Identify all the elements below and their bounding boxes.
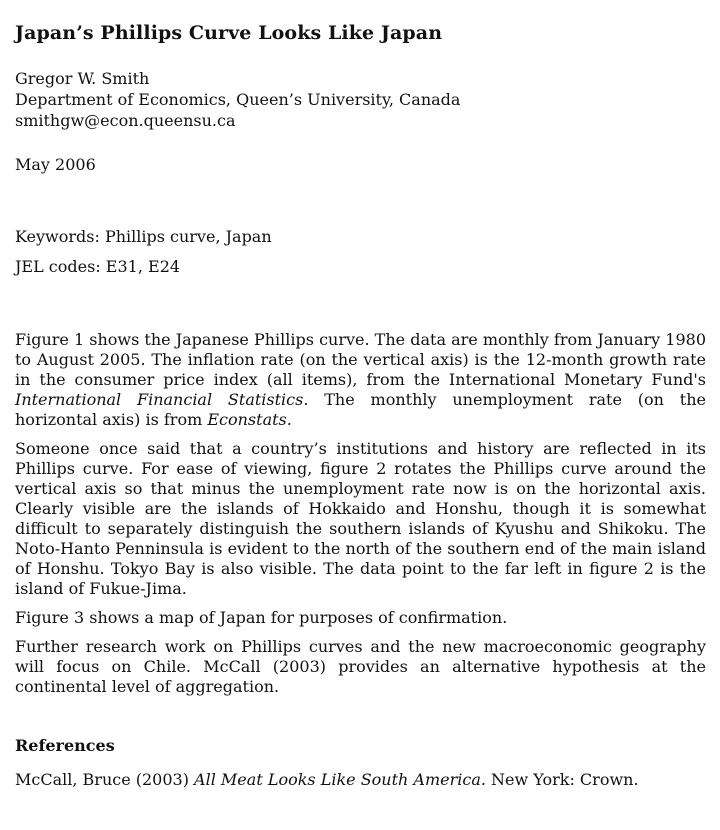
author-email: smithgw@econ.queensu.ca: [15, 111, 236, 130]
paper-date: May 2006: [15, 155, 96, 174]
keywords: Keywords: Phillips curve, Japan: [15, 227, 272, 246]
reference-item: [15, 770, 706, 789]
reference-italic-title: All Meat Looks Like South America.: [194, 770, 486, 789]
jel-codes: JEL codes: E31, E24: [15, 257, 181, 276]
author-block: [15, 68, 706, 131]
paragraph-1-italic-a: International Financial Statistics.: [15, 390, 309, 409]
paragraph-2: Someone once said that a country’s institutions and history are reflected in its Phillips curve. For ease of viewing, figure 2 rotates the Phillips curve around the vertical axis so that minus the unemployment rate now is on the horizontal axis. Clearly visible are the islands of Hokkaido and Honshu, though it is somewhat difficult to separately distinguish the southern islands of Kyushu and Shikoku. The Noto-Hanto Penninsula is evident to the north of the southern end of the main island of Honshu. Tokyo Bay is also visible. The data point to the far left in figure 2 is the island of Fukue-Jima.: [15, 439, 706, 598]
paper-body: [15, 330, 706, 697]
author-affiliation: Department of Economics, Queen’s University, Canada: [15, 90, 461, 109]
paragraph-1: [15, 330, 706, 430]
paragraph-1-text-a: Figure 1 shows the Japanese Phillips curve. The data are monthly from January 1980 to August 2005. The inflation rate (on the vertical axis) is the 12-month growth rate in the consumer price index (all items), from the International Monetary Fund's: [15, 330, 706, 389]
author-name: Gregor W. Smith: [15, 69, 150, 88]
paragraph-3: Figure 3 shows a map of Japan for purposes of confirmation.: [15, 608, 508, 627]
paragraph-4: Further research work on Phillips curves and the new macroeconomic geography will focus on Chile. McCall (2003) provides an alternative hypothesis at the continental level of aggregation.: [15, 637, 706, 696]
reference-suffix: New York: Crown.: [485, 770, 639, 789]
references-heading: References: [15, 736, 115, 755]
reference-prefix: McCall, Bruce (2003): [15, 770, 195, 789]
paragraph-1-text-b: The monthly unemployment rate (on the horizontal axis) is from: [15, 390, 706, 429]
paper-title: Japan’s Phillips Curve Looks Like Japan: [15, 22, 443, 44]
paragraph-1-italic-b: Econstats.: [207, 410, 292, 429]
